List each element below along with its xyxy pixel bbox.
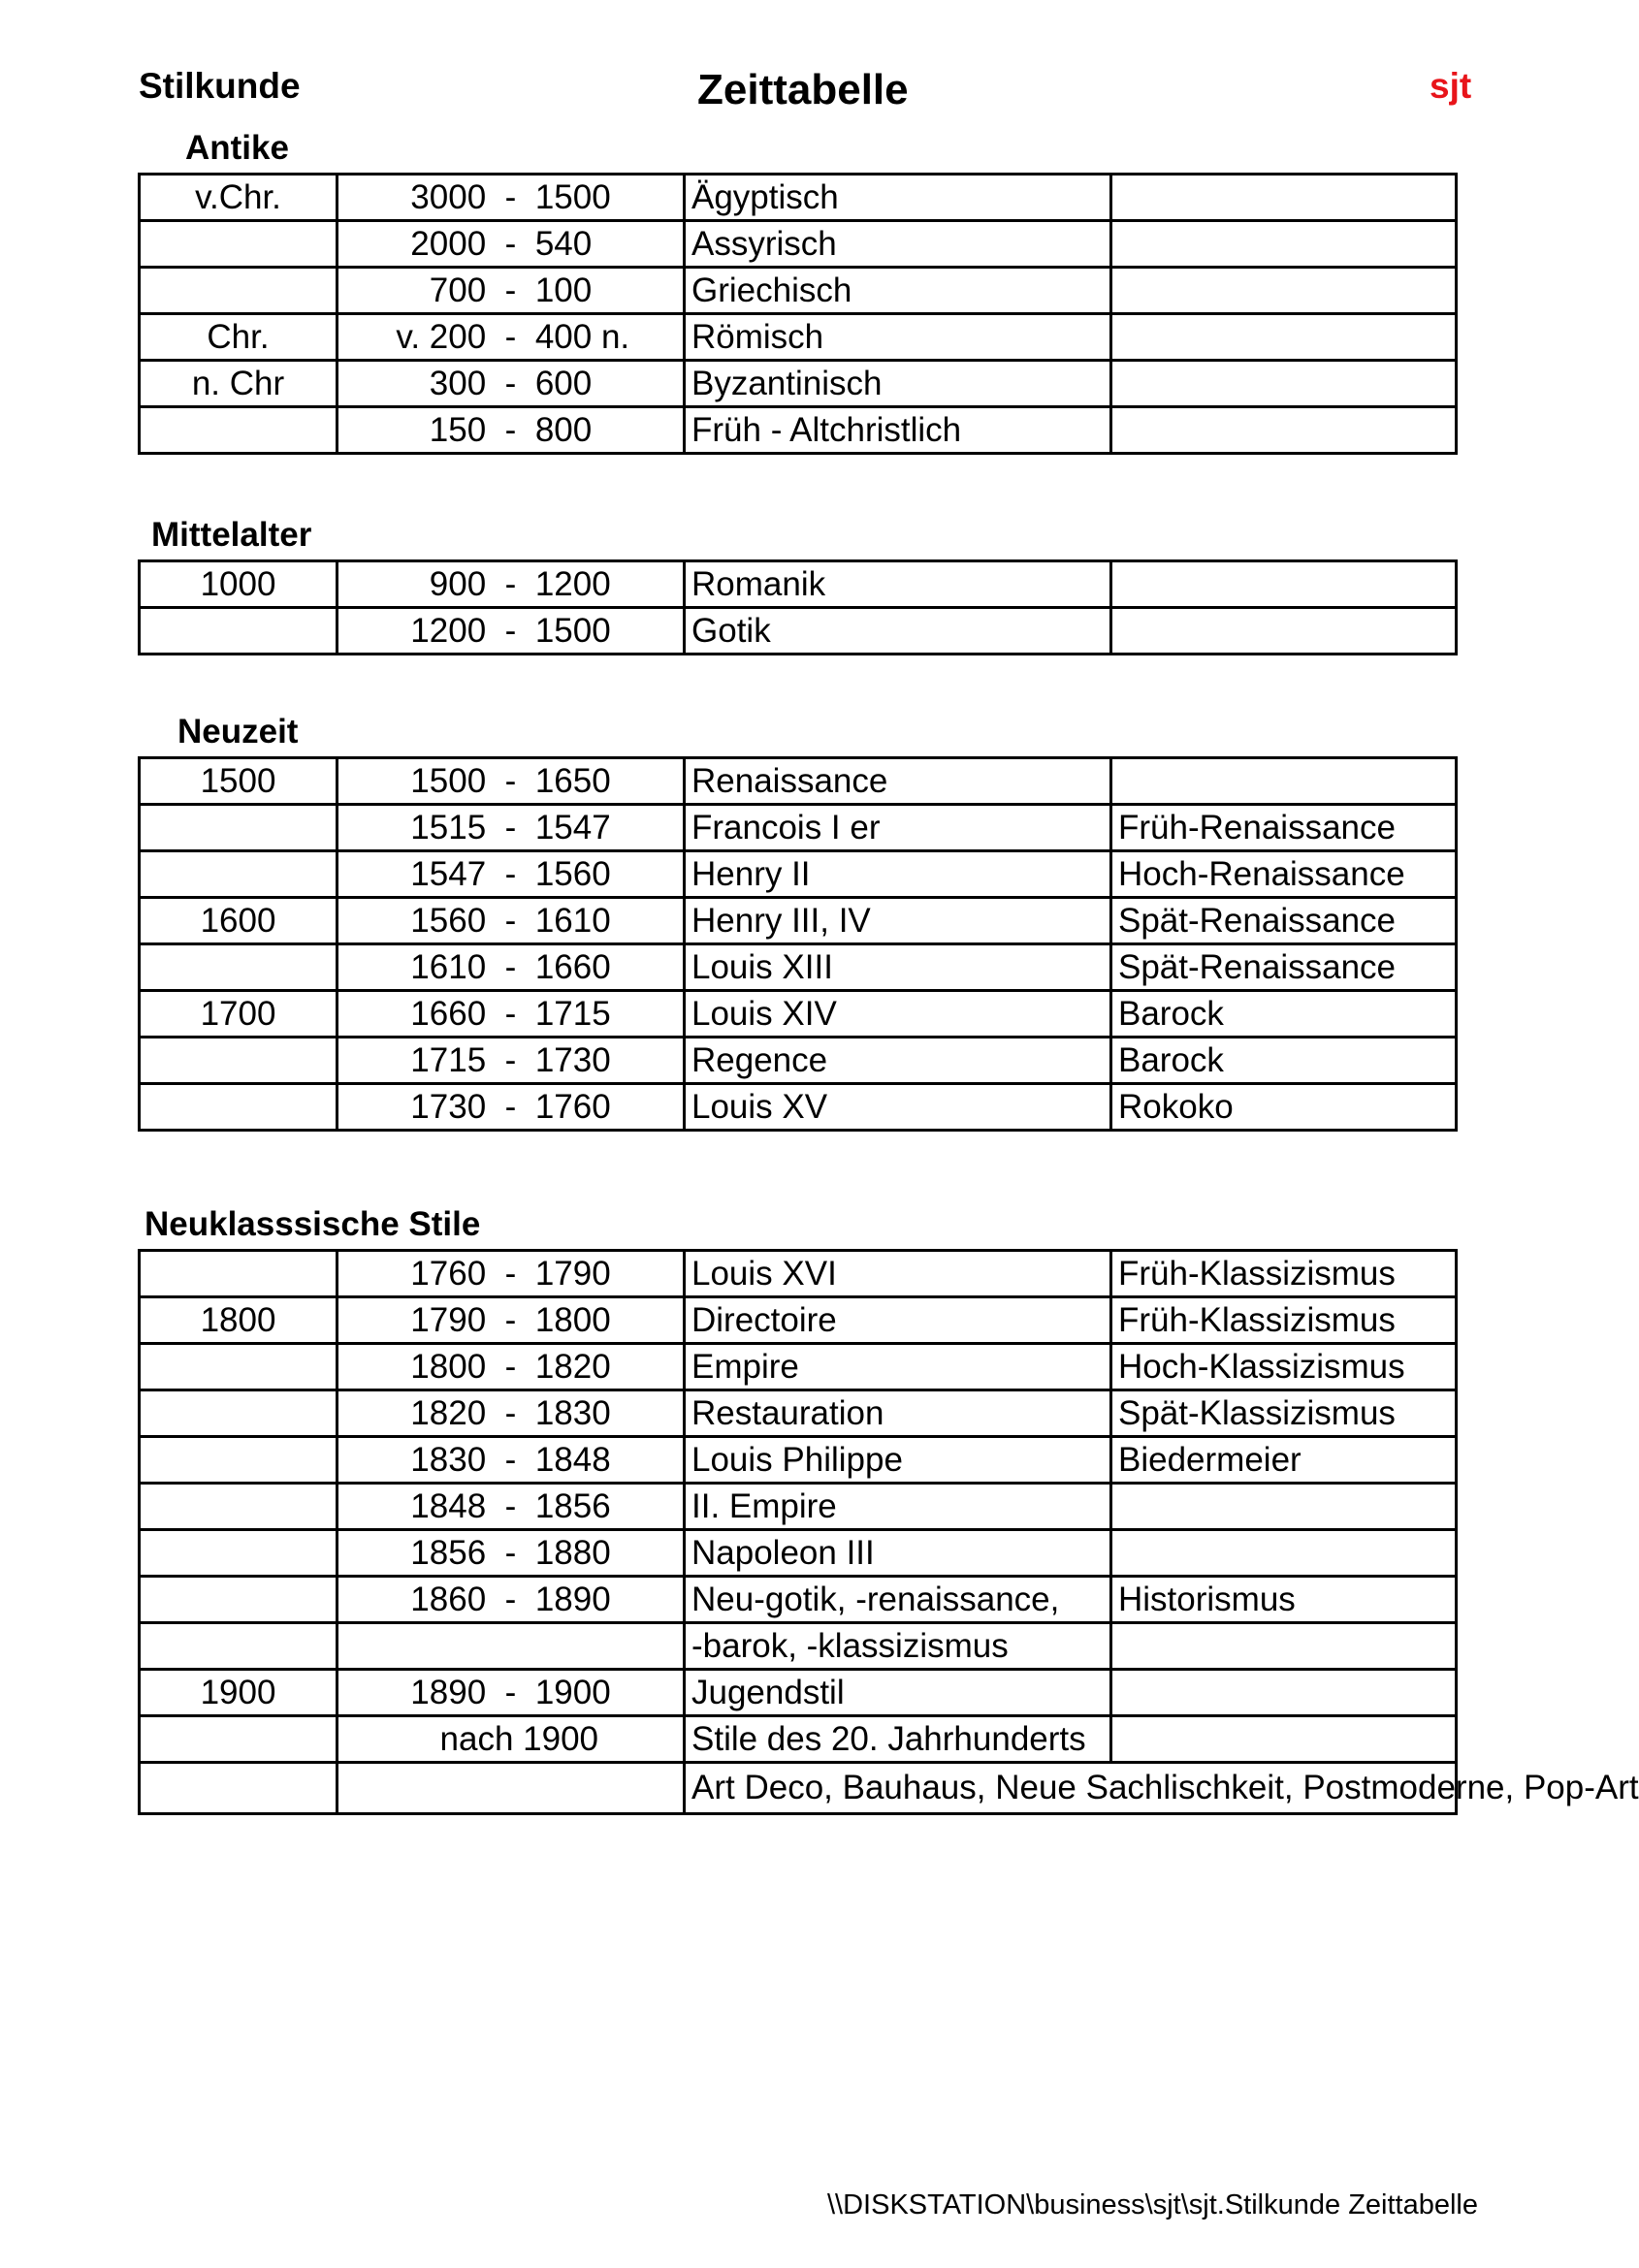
era-cell: Chr. xyxy=(140,314,337,361)
date-range-cell xyxy=(337,898,685,944)
range-dash: - xyxy=(504,564,517,603)
timeline-table-antike xyxy=(138,173,1458,455)
era-cell xyxy=(140,1251,337,1297)
section-title-mittelalter: Mittelalter xyxy=(151,516,312,554)
table-row xyxy=(140,1670,1457,1716)
era-cell: 1500 xyxy=(140,758,337,805)
range-dash: - xyxy=(504,994,517,1033)
period-note-cell: Früh-Renaissance xyxy=(1111,805,1457,851)
year-from: 1515 xyxy=(410,808,487,847)
year-to: 1790 xyxy=(534,1254,611,1293)
era-cell xyxy=(140,1484,337,1530)
date-range-cell xyxy=(337,561,685,608)
year-from: 1848 xyxy=(410,1486,487,1525)
table-row xyxy=(140,268,1457,314)
style-cell: Napoleon III xyxy=(685,1530,1111,1577)
period-note-cell: Barock xyxy=(1111,1038,1457,1084)
date-range-cell xyxy=(337,407,685,454)
range-dash: - xyxy=(504,1533,517,1572)
era-cell xyxy=(140,1530,337,1577)
period-note-cell: Früh-Klassizismus xyxy=(1111,1251,1457,1297)
style-cell: II. Empire xyxy=(685,1484,1111,1530)
style-cell: Louis XV xyxy=(685,1084,1111,1131)
period-note-cell xyxy=(1111,1484,1457,1530)
style-cell: Restauration xyxy=(685,1390,1111,1437)
year-from: 1610 xyxy=(410,947,487,986)
era-cell: 1900 xyxy=(140,1670,337,1716)
style-cell: Henry III, IV xyxy=(685,898,1111,944)
timeline-table-neuzeit xyxy=(138,756,1458,1132)
date-range-cell xyxy=(337,805,685,851)
period-note-cell xyxy=(1111,175,1457,221)
year-to: 1880 xyxy=(534,1533,611,1572)
year-to: 1856 xyxy=(534,1486,611,1525)
year-to: 1715 xyxy=(534,994,611,1033)
page-title: Zeittabelle xyxy=(697,66,909,113)
year-from: 1547 xyxy=(410,854,487,893)
date-range-cell xyxy=(337,1670,685,1716)
table-row xyxy=(140,1251,1457,1297)
year-from: 3000 xyxy=(410,177,487,216)
range-dash: - xyxy=(504,901,517,940)
period-note-cell xyxy=(1111,314,1457,361)
range-dash: - xyxy=(504,177,517,216)
date-range-cell xyxy=(337,1084,685,1131)
timeline-table-mittelalter xyxy=(138,559,1458,655)
table-row xyxy=(140,805,1457,851)
year-from: 1890 xyxy=(410,1673,487,1711)
period-note-cell xyxy=(1111,407,1457,454)
range-dash: - xyxy=(504,947,517,986)
table-row xyxy=(140,1484,1457,1530)
date-range-cell xyxy=(337,221,685,268)
era-cell xyxy=(140,1390,337,1437)
year-to: 1660 xyxy=(534,947,611,986)
period-note-cell: Rokoko xyxy=(1111,1084,1457,1131)
range-dash: - xyxy=(504,1393,517,1432)
section-title-neuklassische-stile: Neuklasssische Stile xyxy=(145,1205,481,1243)
era-cell xyxy=(140,1763,337,1814)
era-cell: 1700 xyxy=(140,991,337,1038)
period-note-cell xyxy=(1111,1716,1457,1763)
date-range-cell xyxy=(337,851,685,898)
year-from: 1500 xyxy=(410,761,487,800)
date-range-cell xyxy=(337,944,685,991)
style-cell-wide: Art Deco, Bauhaus, Neue Sachlischkeit, Postmoderne, Pop-Art xyxy=(685,1763,1457,1814)
range-dash: - xyxy=(504,1486,517,1525)
range-dash: - xyxy=(504,317,517,356)
year-to: 1830 xyxy=(534,1393,611,1432)
period-note-cell xyxy=(1111,758,1457,805)
range-dash: - xyxy=(504,410,517,449)
period-note-cell: Hoch-Renaissance xyxy=(1111,851,1457,898)
year-to: 540 xyxy=(534,224,593,263)
file-path-footer: \\DISKSTATION\business\sjt\sjt.Stilkunde Zeittabelle xyxy=(826,2189,1478,2220)
year-to: 1547 xyxy=(534,808,611,847)
style-cell: Neu-gotik, -renaissance, xyxy=(685,1577,1111,1623)
style-cell: Jugendstil xyxy=(685,1670,1111,1716)
table-row xyxy=(140,1038,1457,1084)
style-cell: Regence xyxy=(685,1038,1111,1084)
table-row xyxy=(140,1716,1457,1763)
table-row xyxy=(140,221,1457,268)
year-from: 150 xyxy=(429,410,487,449)
table-row xyxy=(140,1530,1457,1577)
year-from: 1800 xyxy=(410,1347,487,1386)
era-cell xyxy=(140,1038,337,1084)
table-row xyxy=(140,1344,1457,1390)
table-row xyxy=(140,175,1457,221)
year-to: 1848 xyxy=(534,1440,611,1479)
era-cell xyxy=(140,944,337,991)
table-row xyxy=(140,407,1457,454)
year-from: 2000 xyxy=(410,224,487,263)
range-dash: - xyxy=(504,808,517,847)
section-title-antike: Antike xyxy=(185,129,289,167)
era-cell xyxy=(140,608,337,655)
period-note-cell: Spät-Klassizismus xyxy=(1111,1390,1457,1437)
date-range-text: nach 1900 xyxy=(439,1719,598,1758)
style-cell: Renaissance xyxy=(685,758,1111,805)
style-cell: Directoire xyxy=(685,1297,1111,1344)
year-from: 1660 xyxy=(410,994,487,1033)
date-range-cell xyxy=(337,1251,685,1297)
era-cell xyxy=(140,1623,337,1670)
period-note-cell: Spät-Renaissance xyxy=(1111,898,1457,944)
era-cell xyxy=(140,407,337,454)
range-dash: - xyxy=(504,224,517,263)
style-cell: Louis XIV xyxy=(685,991,1111,1038)
date-range-cell xyxy=(337,1577,685,1623)
range-dash: - xyxy=(504,364,517,402)
era-cell: 1000 xyxy=(140,561,337,608)
year-to: 1560 xyxy=(534,854,611,893)
range-dash: - xyxy=(504,854,517,893)
date-range-cell xyxy=(337,1484,685,1530)
table-row xyxy=(140,1577,1457,1623)
era-cell: 1800 xyxy=(140,1297,337,1344)
period-note-cell xyxy=(1111,1623,1457,1670)
style-cell: Louis XVI xyxy=(685,1251,1111,1297)
table-row xyxy=(140,991,1457,1038)
range-dash: - xyxy=(504,1040,517,1079)
range-dash: - xyxy=(504,1580,517,1618)
year-from: v. 200 xyxy=(396,317,487,356)
style-cell: Stile des 20. Jahrhunderts xyxy=(685,1716,1111,1763)
style-cell: Henry II xyxy=(685,851,1111,898)
date-range-cell xyxy=(337,314,685,361)
year-to: 800 xyxy=(534,410,593,449)
style-cell: Louis XIII xyxy=(685,944,1111,991)
date-range-cell xyxy=(337,1763,685,1814)
range-dash: - xyxy=(504,761,517,800)
year-to: 600 xyxy=(534,364,593,402)
table-row xyxy=(140,1437,1457,1484)
period-note-cell xyxy=(1111,361,1457,407)
date-range-cell xyxy=(337,608,685,655)
year-from: 1715 xyxy=(410,1040,487,1079)
style-cell: Assyrisch xyxy=(685,221,1111,268)
range-dash: - xyxy=(504,1254,517,1293)
style-cell: Gotik xyxy=(685,608,1111,655)
era-cell xyxy=(140,851,337,898)
year-from: 1860 xyxy=(410,1580,487,1618)
table-row xyxy=(140,1623,1457,1670)
range-dash: - xyxy=(504,1673,517,1711)
era-cell xyxy=(140,1344,337,1390)
brand-mark: sjt xyxy=(1430,66,1472,106)
date-range-cell xyxy=(337,1530,685,1577)
date-range-cell xyxy=(337,175,685,221)
date-range-cell xyxy=(337,1297,685,1344)
era-cell: 1600 xyxy=(140,898,337,944)
era-cell xyxy=(140,1577,337,1623)
year-from: 900 xyxy=(429,564,487,603)
table-row xyxy=(140,1390,1457,1437)
date-range-cell xyxy=(337,1716,685,1763)
style-cell: Louis Philippe xyxy=(685,1437,1111,1484)
range-dash: - xyxy=(504,271,517,309)
period-note-cell xyxy=(1111,1670,1457,1716)
period-note-cell xyxy=(1111,1530,1457,1577)
table-row xyxy=(140,361,1457,407)
period-note-cell: Hoch-Klassizismus xyxy=(1111,1344,1457,1390)
year-to: 1650 xyxy=(534,761,611,800)
style-cell: Francois I er xyxy=(685,805,1111,851)
style-cell: -barok, -klassizismus xyxy=(685,1623,1111,1670)
period-note-cell xyxy=(1111,561,1457,608)
year-from: 300 xyxy=(429,364,487,402)
year-to: 1900 xyxy=(534,1673,611,1711)
year-from: 1560 xyxy=(410,901,487,940)
table-row xyxy=(140,944,1457,991)
date-range-cell xyxy=(337,991,685,1038)
year-from: 1200 xyxy=(410,611,487,650)
year-from: 1856 xyxy=(410,1533,487,1572)
date-range-cell xyxy=(337,758,685,805)
year-to: 1760 xyxy=(534,1087,611,1126)
era-cell xyxy=(140,805,337,851)
period-note-cell xyxy=(1111,608,1457,655)
era-cell: n. Chr xyxy=(140,361,337,407)
period-note-cell: Früh-Klassizismus xyxy=(1111,1297,1457,1344)
range-dash: - xyxy=(504,611,517,650)
year-from: 700 xyxy=(429,271,487,309)
table-row xyxy=(140,561,1457,608)
era-cell xyxy=(140,268,337,314)
date-range-cell xyxy=(337,1623,685,1670)
era-cell xyxy=(140,221,337,268)
date-range-cell xyxy=(337,361,685,407)
period-note-cell: Spät-Renaissance xyxy=(1111,944,1457,991)
year-to: 1730 xyxy=(534,1040,611,1079)
period-note-cell xyxy=(1111,221,1457,268)
date-range-cell xyxy=(337,268,685,314)
table-row xyxy=(140,758,1457,805)
year-to: 1820 xyxy=(534,1347,611,1386)
year-to: 1500 xyxy=(534,177,611,216)
date-range-cell xyxy=(337,1038,685,1084)
date-range-cell xyxy=(337,1344,685,1390)
era-cell xyxy=(140,1716,337,1763)
table-row xyxy=(140,898,1457,944)
table-row xyxy=(140,851,1457,898)
year-from: 1760 xyxy=(410,1254,487,1293)
year-from: 1830 xyxy=(410,1440,487,1479)
table-row xyxy=(140,608,1457,655)
range-dash: - xyxy=(504,1440,517,1479)
period-note-cell: Biedermeier xyxy=(1111,1437,1457,1484)
year-to: 400 n. xyxy=(534,317,630,356)
year-to: 1610 xyxy=(534,901,611,940)
style-cell: Früh - Altchristlich xyxy=(685,407,1111,454)
range-dash: - xyxy=(504,1300,517,1339)
year-to: 1500 xyxy=(534,611,611,650)
table-row xyxy=(140,314,1457,361)
section-title-neuzeit: Neuzeit xyxy=(177,713,299,751)
year-to: 100 xyxy=(534,271,593,309)
year-from: 1820 xyxy=(410,1393,487,1432)
style-cell: Byzantinisch xyxy=(685,361,1111,407)
table-row xyxy=(140,1297,1457,1344)
era-cell: v.Chr. xyxy=(140,175,337,221)
year-to: 1890 xyxy=(534,1580,611,1618)
date-range-cell xyxy=(337,1437,685,1484)
timeline-table-neuklassische-stile xyxy=(138,1249,1639,1815)
range-dash: - xyxy=(504,1347,517,1386)
era-cell xyxy=(140,1437,337,1484)
style-cell: Ägyptisch xyxy=(685,175,1111,221)
year-to: 1200 xyxy=(534,564,611,603)
style-cell: Römisch xyxy=(685,314,1111,361)
style-cell: Griechisch xyxy=(685,268,1111,314)
document-subject: Stilkunde xyxy=(139,66,301,106)
table-row xyxy=(140,1084,1457,1131)
date-range-cell xyxy=(337,1390,685,1437)
style-cell: Romanik xyxy=(685,561,1111,608)
year-to: 1800 xyxy=(534,1300,611,1339)
range-dash: - xyxy=(504,1087,517,1126)
style-cell: Empire xyxy=(685,1344,1111,1390)
period-note-cell: Barock xyxy=(1111,991,1457,1038)
table-row xyxy=(140,1763,1457,1814)
period-note-cell xyxy=(1111,268,1457,314)
era-cell xyxy=(140,1084,337,1131)
period-note-cell: Historismus xyxy=(1111,1577,1457,1623)
year-from: 1730 xyxy=(410,1087,487,1126)
year-from: 1790 xyxy=(410,1300,487,1339)
